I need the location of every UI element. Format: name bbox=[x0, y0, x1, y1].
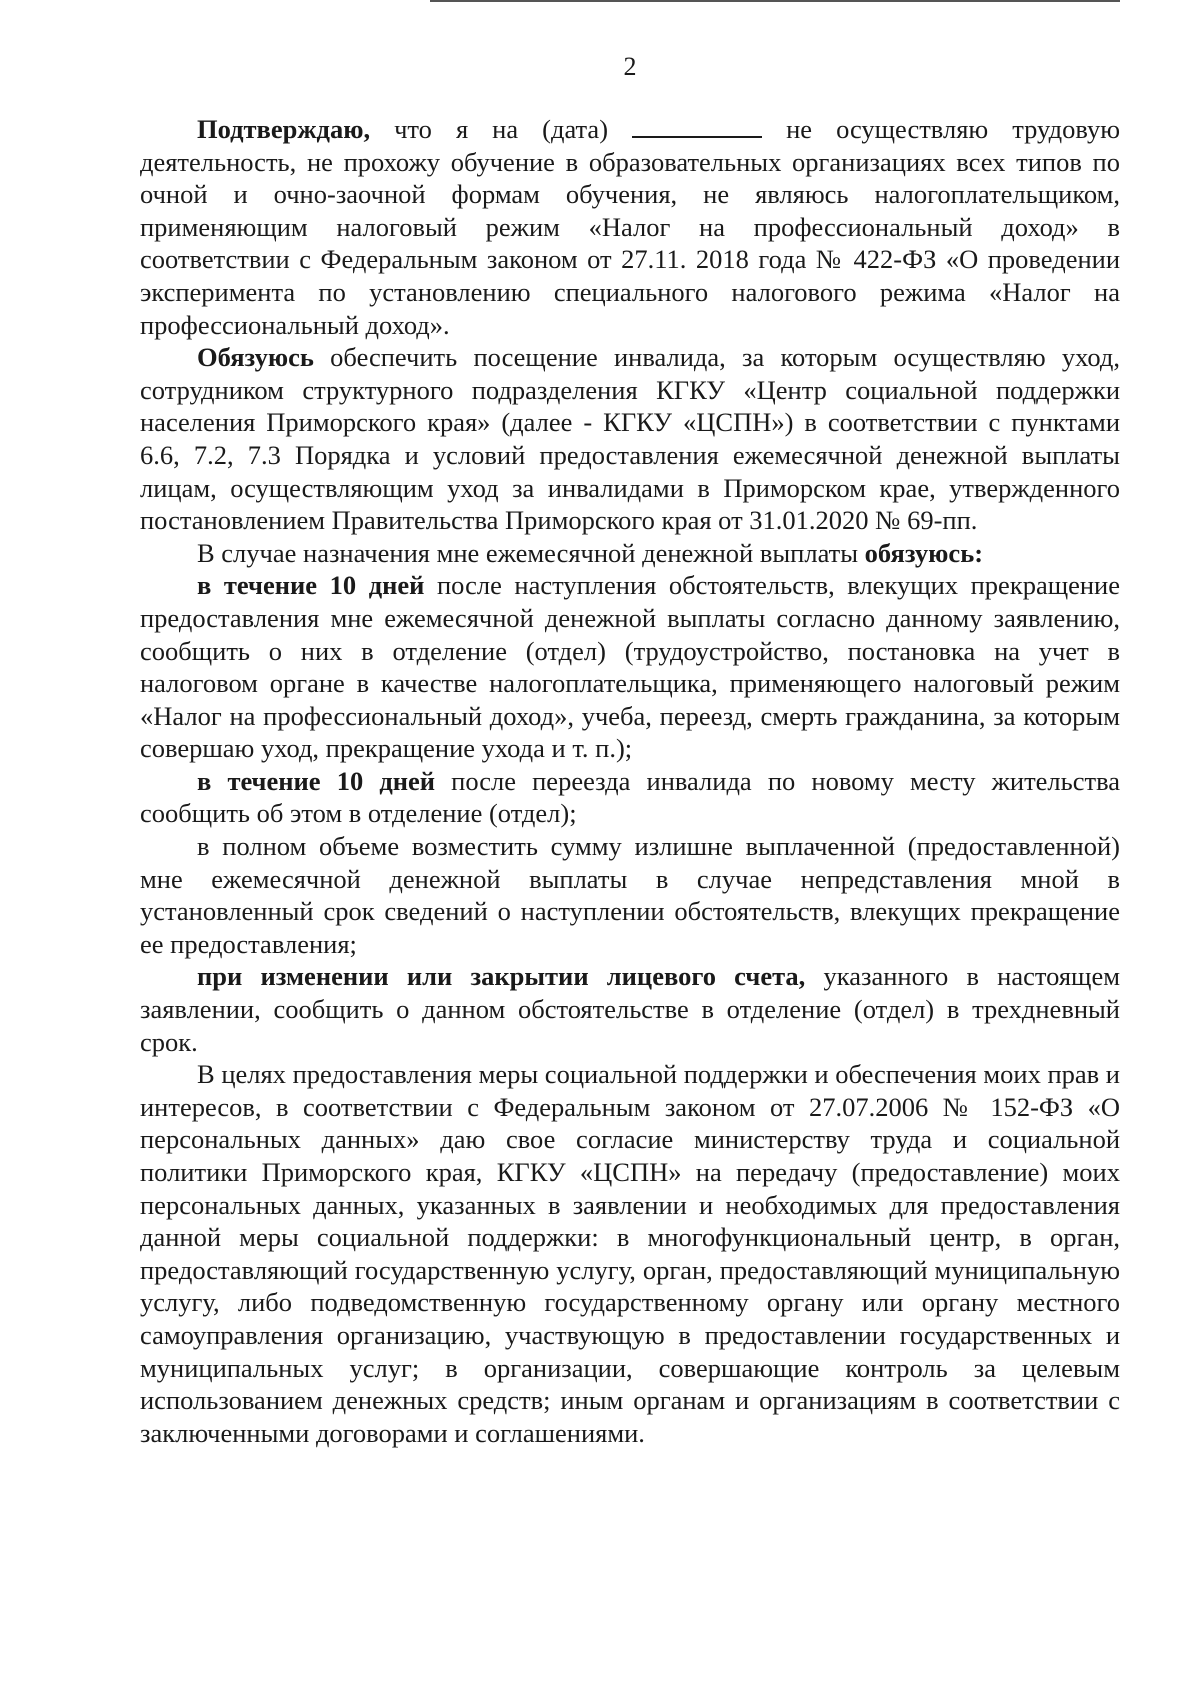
account-change-text: указанного в настоящем заявлении, сообщить о данном обстоятельстве в отделение (отдел) в трехдневный срок. bbox=[140, 961, 1120, 1057]
paragraph-account-change bbox=[140, 960, 1120, 1058]
ten-days-lead-2: в течение 10 дней bbox=[197, 765, 436, 796]
page-number: 2 bbox=[623, 52, 637, 81]
ten-days-text-2: после переезда инвалида по новому месту жительства сообщить об этом в отделение (отдел); bbox=[140, 765, 1121, 829]
obligation-lead: Обязуюсь bbox=[197, 342, 314, 373]
payment-case-text: В случае назначения мне ежемесячной денежной выплаты bbox=[197, 537, 865, 568]
confirm-lead: Подтверждаю, bbox=[197, 114, 371, 144]
paragraph-obligation-visit bbox=[140, 341, 1120, 537]
confirm-text-after-date: не осуществляю трудовую деятельность, не прохожу обучение в образовательных организациях всех типов по очной и очно-заочной формам обучения, не являюсь налогоплательщиком, применяющим налоговый режим «Налог на профессиональный доход» в соответствии с Федеральным законом от 27.11. 2018 года № 422-ФЗ «О проведении эксперимента по установлению специального налогового режима «Налог на профессиональный доход». bbox=[140, 114, 1120, 340]
paragraph-reimburse bbox=[140, 830, 1120, 960]
document-body bbox=[140, 113, 1120, 1449]
paragraph-ten-days-circumstances bbox=[140, 569, 1120, 765]
date-blank-field[interactable] bbox=[632, 114, 762, 138]
ten-days-text-1: после наступления обстоятельств, влекущих прекращение предоставления мне ежемесячной денежной выплаты согласно данному заявлению, сообщить о них в отделение (отдел) (трудоустройство, постановка на учет в налоговом органе в качестве налогоплательщика, применяющего налоговый режим «Налог на профессиональный доход», учеба, переезд, смерть гражданина, за которым совершаю уход, прекращение ухода и т. п.); bbox=[140, 570, 1120, 764]
account-change-lead: при изменении или закрытии лицевого счета, bbox=[197, 961, 806, 992]
paragraph-ten-days-relocation bbox=[140, 765, 1120, 830]
consent-text: В целях предоставления меры социальной поддержки и обеспечения моих прав и интересов, в соответствии с Федеральным законом от 27.07.2006 № 152-ФЗ «О персональных данных» даю свое согласие министерству труда и социальной политики Приморского края, КГКУ «ЦСПН» на передачу (предоставление) моих персональных данных, указанных в заявлении и необходимых для предоставления данной меры социальной поддержки: в многофункциональный центр, в орган, предоставляющий государственную услугу, орган, предоставляющий муниципальную услугу, либо подведомственную государственному органу или органу местного самоуправления организацию, участвующую в предоставлении государственных и муниципальных услуг; в организации, совершающие контроль за целевым использованием денежных средств; иным органам и организациям в соответствии с заключенными договорами и соглашениями. bbox=[140, 1059, 1120, 1448]
confirm-text-before-date: что я на (дата) bbox=[370, 114, 633, 144]
top-border-line bbox=[430, 0, 1120, 2]
reimburse-text: в полном объеме возместить сумму излишне выплаченной (предоставленной) мне ежемесячной денежной выплаты в случае непредставления мной в установленный срок сведений о наступлении обстоятельств, влекущих прекращение ее предоставления; bbox=[140, 831, 1120, 959]
paragraph-personal-data-consent bbox=[140, 1058, 1120, 1449]
ten-days-lead-1: в течение 10 дней bbox=[197, 570, 425, 601]
payment-case-bold: обязуюсь: bbox=[864, 537, 984, 568]
obligation-text: обеспечить посещение инвалида, за которым осуществляю уход, сотрудником структурного подразделения КГКУ «Центр социальной поддержки населения Приморского края» (далее - КГКУ «ЦСПН») в соответствии с пунктами 6.6, 7.2, 7.3 Порядка и условий предоставления ежемесячной денежной выплаты лицам, осуществляющим уход за инвалидами в Приморском крае, утвержденного постановлением Правительства Приморского края от 31.01.2020 № 69-пп. bbox=[140, 342, 1120, 536]
paragraph-payment-case bbox=[140, 537, 1120, 570]
paragraph-confirmation bbox=[140, 113, 1120, 341]
